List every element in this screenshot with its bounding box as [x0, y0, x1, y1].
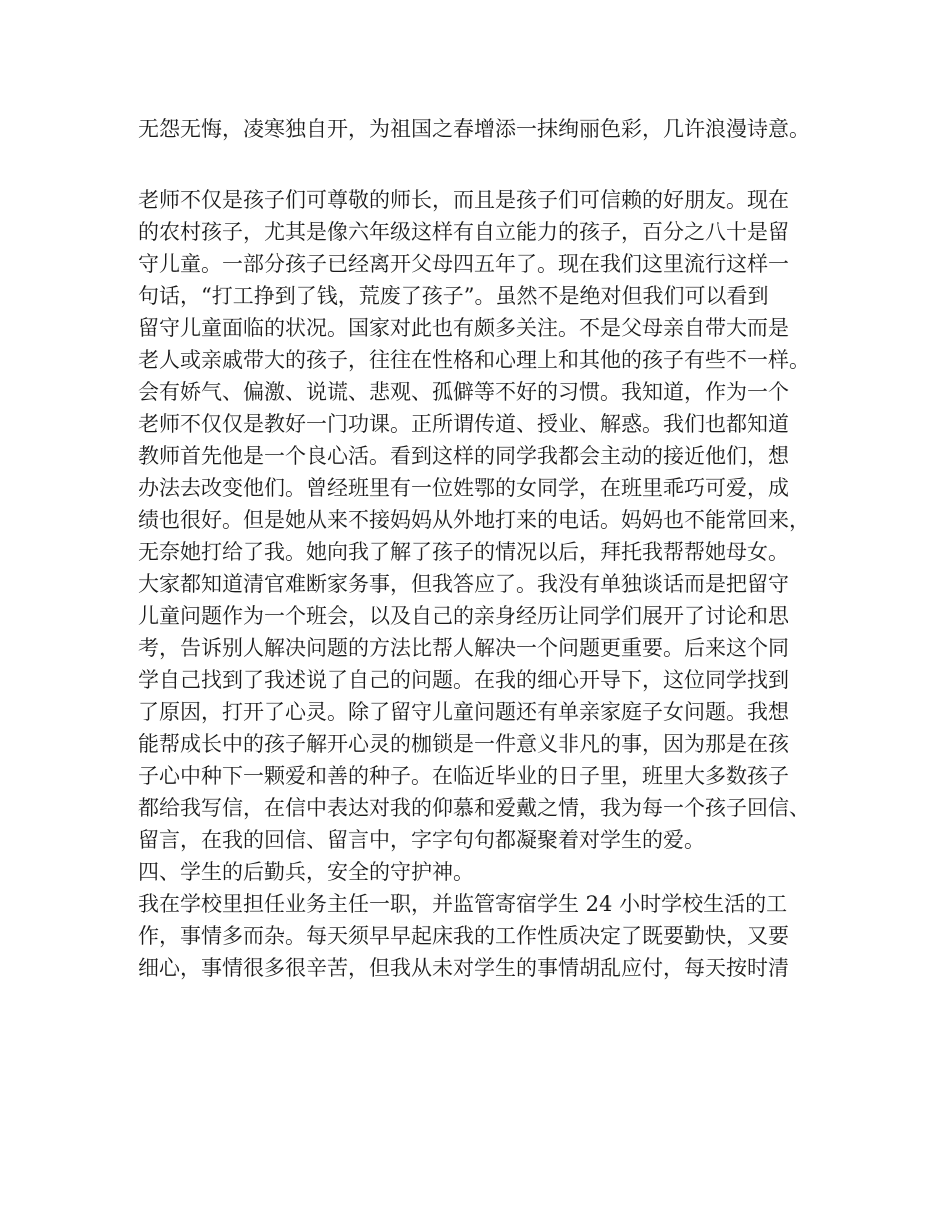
text-line: 老人或亲戚带大的孩子，往往在性格和心理上和其他的孩子有些不一样。 [138, 348, 810, 372]
text-line: 老师不仅仅是教好一门功课。正所谓传道、授业、解惑。我们也都知道 [138, 412, 789, 436]
text-line: 留守儿童面临的状况。国家对此也有颇多关注。不是父母亲自带大而是 [138, 316, 789, 340]
text-line: 留言，在我的回信、留言中，字字句句都凝聚着对学生的爱。 [138, 828, 705, 852]
text-line: 大家都知道清官难断家务事，但我答应了。我没有单独谈话而是把留守 [138, 572, 789, 596]
text-line: 教师首先他是一个良心活。看到这样的同学我都会主动的接近他们，想 [138, 444, 789, 468]
text-line: 作，事情多而杂。每天须早早起床我的工作性质决定了既要勤快，又要 [138, 924, 789, 948]
text-line: 无奈她打给了我。她向我了解了孩子的情况以后，拜托我帮帮她母女。 [138, 540, 789, 564]
text-line: 细心，事情很多很辛苦，但我从未对学生的事情胡乱应付，每天按时清 [138, 956, 789, 980]
text-line: 句话，“打工挣到了钱，荒废了孩子”。虽然不是绝对但我们可以看到 [138, 284, 769, 308]
text-line: 办法去改变他们。曾经班里有一位姓鄂的女同学，在班里乖巧可爱，成 [138, 476, 789, 500]
text-line: 子心中种下一颗爱和善的种子。在临近毕业的日子里，班里大多数孩子 [138, 764, 789, 788]
text-line: 了原因，打开了心灵。除了留守儿童问题还有单亲家庭子女问题。我想 [138, 700, 789, 724]
text-line: 儿童问题作为一个班会，以及自己的亲身经历让同学们展开了讨论和思 [138, 604, 789, 628]
text-line: 学自己找到了我述说了自己的问题。在我的细心开导下，这位同学找到 [138, 668, 789, 692]
text-line: 无怨无悔，凌寒独自开，为祖国之春增添一抹绚丽色彩，几许浪漫诗意。 [138, 117, 810, 141]
text-line: 守儿童。一部分孩子已经离开父母四五年了。现在我们这里流行这样一 [138, 252, 789, 276]
text-line: 都给我写信，在信中表达对我的仰慕和爱戴之情，我为每一个孩子回信、 [138, 796, 810, 820]
text-line: 老师不仅是孩子们可尊敬的师长，而且是孩子们可信赖的好朋友。现在 [138, 188, 789, 212]
text-line: 会有娇气、偏激、说谎、悲观、孤僻等不好的习惯。我知道，作为一个 [138, 380, 789, 404]
text-line: 绩也很好。但是她从来不接妈妈从外地打来的电话。妈妈也不能常回来， [138, 508, 810, 532]
text-line: 考，告诉别人解决问题的方法比帮人解决一个问题更重要。后来这个同 [138, 636, 789, 660]
text-line: 我在学校里担任业务主任一职，并监管寄宿学生 24 小时学校生活的工 [138, 892, 788, 916]
text-line: 的农村孩子，尤其是像六年级这样有自立能力的孩子，百分之八十是留 [138, 220, 789, 244]
section-heading: 四、学生的后勤兵，安全的守护神。 [138, 860, 474, 884]
text-line: 能帮成长中的孩子解开心灵的枷锁是一件意义非凡的事，因为那是在孩 [138, 732, 789, 756]
